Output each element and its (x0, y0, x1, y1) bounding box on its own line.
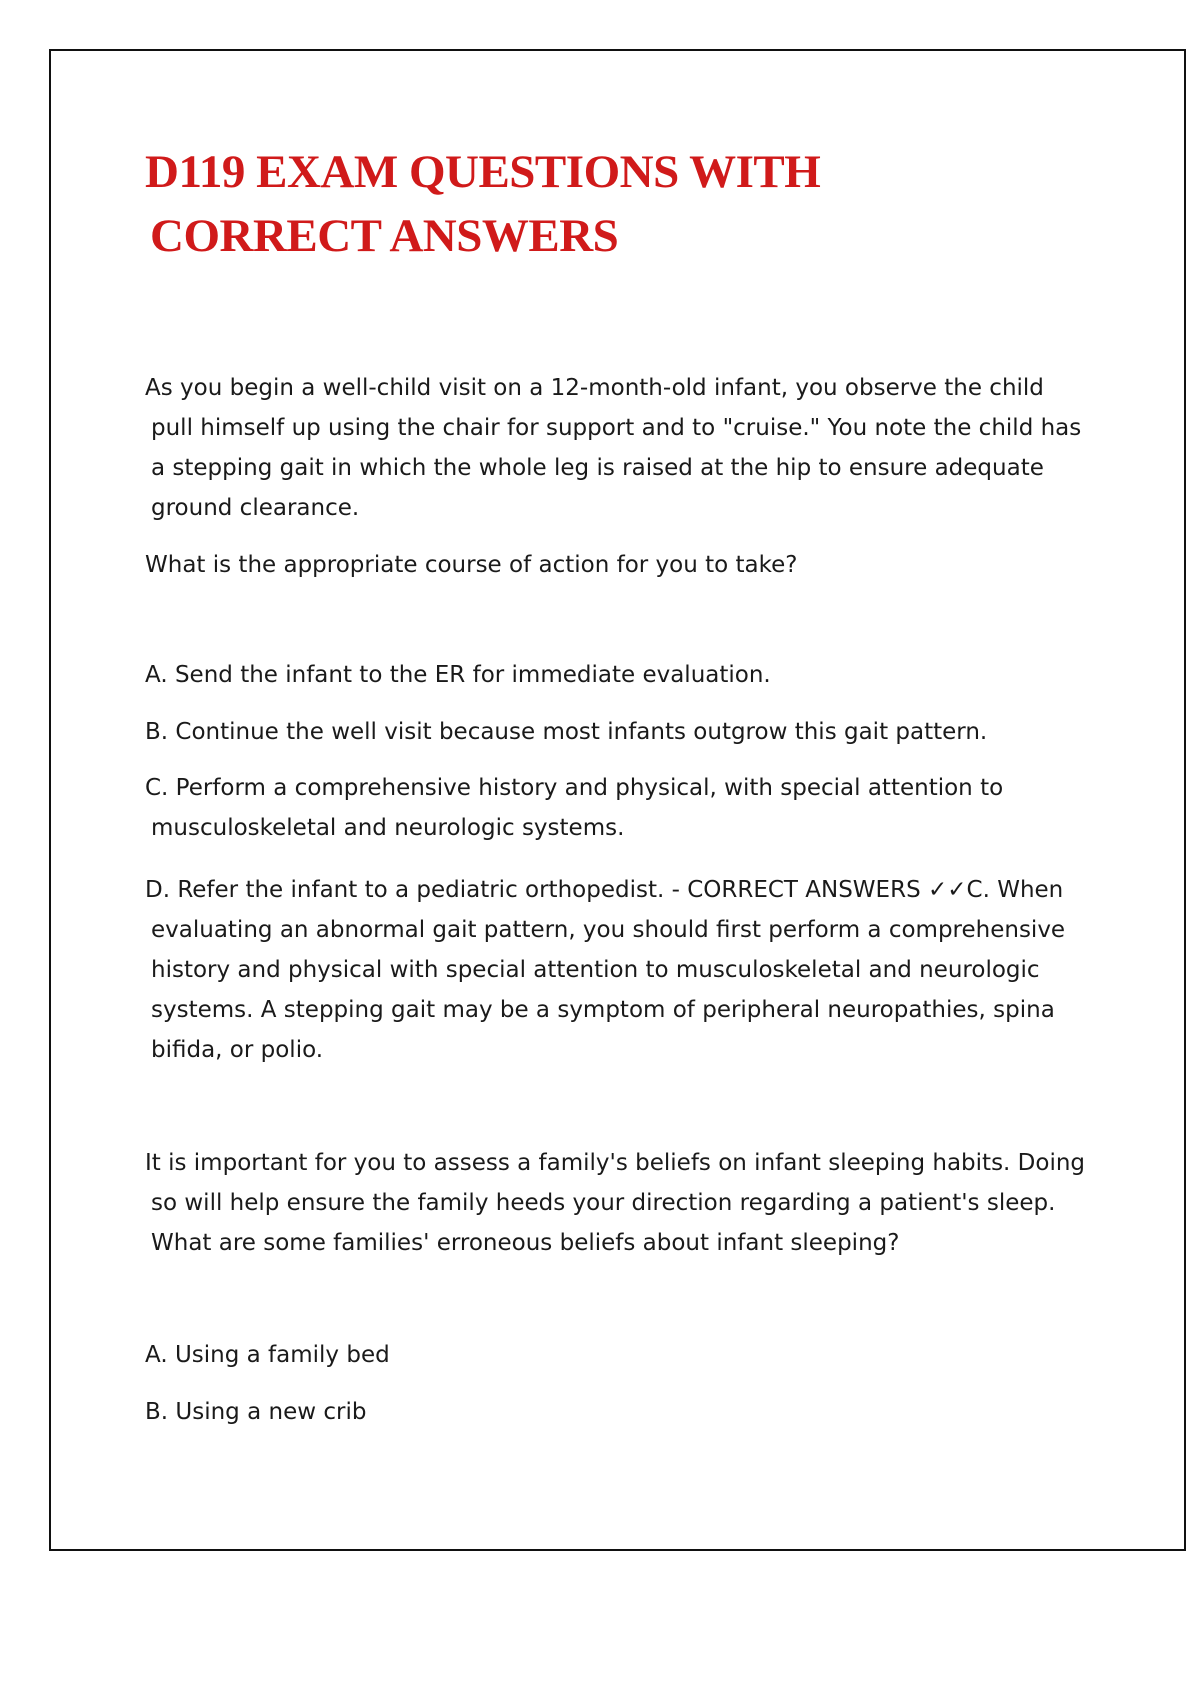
question-1-stem-line: As you begin a well-child visit on a 12-month-old infant, you observe the child (145, 375, 1044, 401)
answer-explanation-line: evaluating an abnormal gait pattern, you should first perform a comprehensive (151, 917, 1066, 943)
option-c-line: musculoskeletal and neurologic systems. (151, 815, 625, 841)
question-1-prompt (145, 545, 1095, 585)
question-2-option-b (145, 1392, 1095, 1432)
title-line-1: D119 EXAM QUESTIONS WITH (145, 146, 821, 198)
question-1-option-c (145, 768, 1095, 848)
question-1-option-a (145, 655, 1095, 695)
question-2-option-a (145, 1335, 1095, 1375)
question-2-stem-line: so will help ensure the family heeds your direction regarding a patient's sleep. (151, 1190, 1056, 1216)
question-2-stem-line: It is important for you to assess a family's beliefs on infant sleeping habits. Doing (145, 1150, 1086, 1176)
question-1-prompt-text: What is the appropriate course of action for you to take? (145, 552, 798, 578)
title-line-2: CORRECT ANSWERS (150, 210, 619, 262)
document-title (145, 140, 1045, 268)
option-a-text: A. Using a family bed (145, 1342, 390, 1368)
question-1-option-d-answer (145, 870, 1095, 1070)
question-2-stem (145, 1143, 1095, 1263)
option-b-text: B. Using a new crib (145, 1399, 367, 1425)
question-2-stem-line: What are some families' erroneous beliefs about infant sleeping? (151, 1230, 900, 1256)
option-b-text: B. Continue the well visit because most infants outgrow this gait pattern. (145, 719, 988, 745)
answer-explanation-line: systems. A stepping gait may be a symptom of peripheral neuropathies, spina (151, 997, 1055, 1023)
question-1-stem-line: ground clearance. (151, 495, 360, 521)
option-c-line: C. Perform a comprehensive history and physical, with special attention to (145, 775, 1004, 801)
option-a-text: A. Send the infant to the ER for immediate evaluation. (145, 662, 771, 688)
question-1-option-b (145, 712, 1095, 752)
question-1-stem (145, 368, 1095, 528)
question-1-stem-line: a stepping gait in which the whole leg is raised at the hip to ensure adequate (151, 455, 1044, 481)
answer-explanation-line: bifida, or polio. (151, 1037, 324, 1063)
option-d-line: D. Refer the infant to a pediatric orthopedist. - CORRECT ANSWERS ✓✓C. When (145, 877, 1064, 903)
answer-explanation-line: history and physical with special attention to musculoskeletal and neurologic (151, 957, 1040, 983)
question-1-stem-line: pull himself up using the chair for support and to "cruise." You note the child has (151, 415, 1082, 441)
